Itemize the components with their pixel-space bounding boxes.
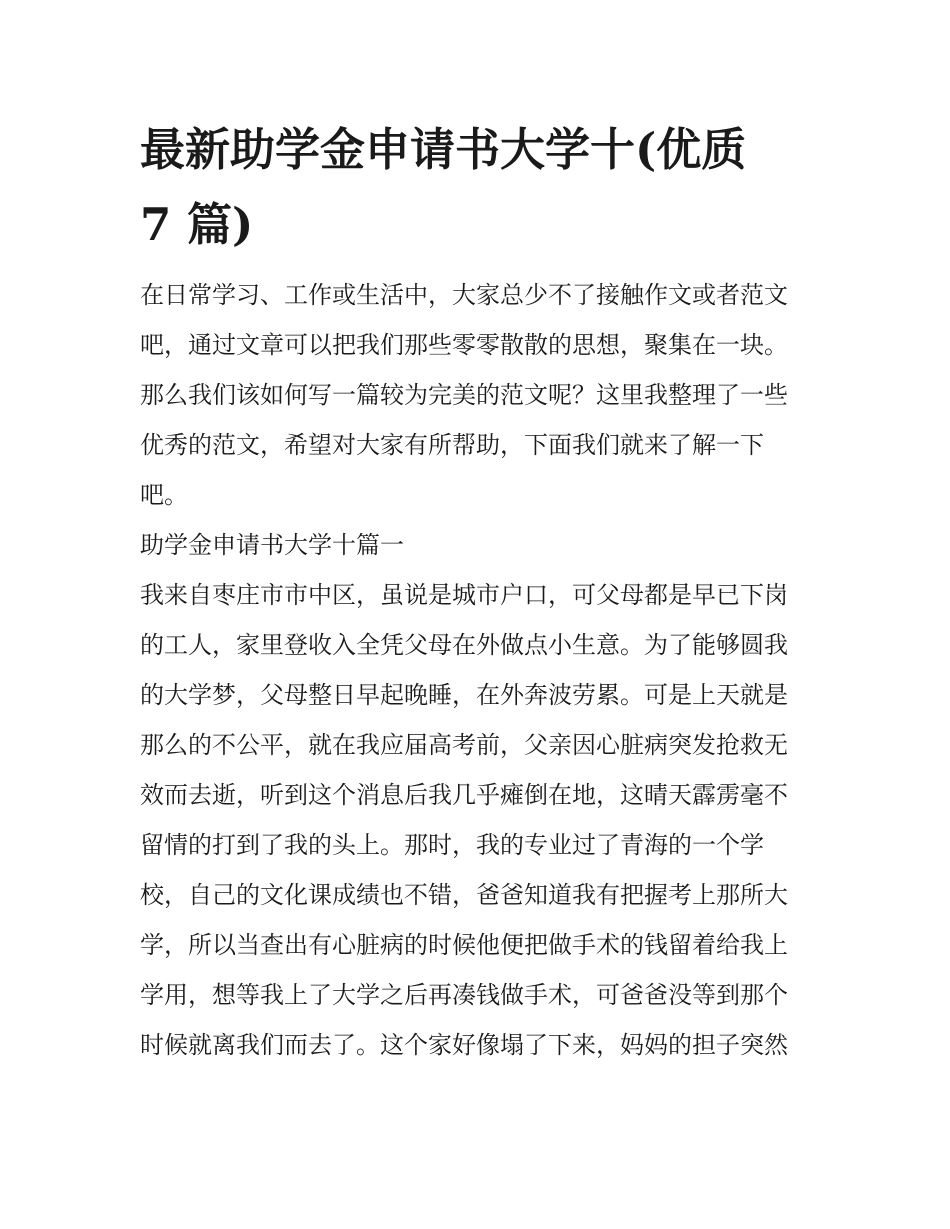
body-paragraph [140, 570, 814, 1070]
text-line: 优秀的范文，希望对大家有所帮助，下面我们就来了解一下 [140, 431, 764, 459]
text-line: 那么我们该如何写一篇较为完美的范文呢？这里我整理了一些 [140, 381, 788, 409]
text-line: 的大学梦，父母整日早起晚睡，在外奔波劳累。可是上天就是 [140, 681, 788, 709]
title-line: 最新助学金申请书大学十(优质 [140, 123, 747, 176]
text-line: 吧，通过文章可以把我们那些零零散散的思想，聚集在一块。 [140, 331, 788, 359]
section-heading: 助学金申请书大学十篇一 [140, 531, 404, 559]
text-line: 学用，想等我上了大学之后再凑钱做手术，可爸爸没等到那个 [140, 981, 788, 1009]
text-line: 留情的打到了我的头上。那时，我的专业过了青海的一个学 [140, 831, 764, 859]
text-line: 那么的不公平，就在我应届高考前，父亲因心脏病突发抢救无 [140, 731, 788, 759]
intro-paragraph [140, 270, 814, 520]
text-line: 在日常学习、工作或生活中，大家总少不了接触作文或者范文 [140, 281, 788, 309]
text-line: 吧。 [140, 481, 188, 509]
text-line: 学，所以当查出有心脏病的时候他便把做手术的钱留着给我上 [140, 931, 788, 959]
text-line: 的工人，家里登收入全凭父母在外做点小生意。为了能够圆我 [140, 631, 788, 659]
document-title [140, 112, 814, 262]
document-page [140, 112, 814, 1070]
text-line: 时候就离我们而去了。这个家好像塌了下来，妈妈的担子突然 [140, 1031, 788, 1059]
text-line: 我来自枣庄市市中区，虽说是城市户口，可父母都是早已下岗 [140, 581, 788, 609]
title-line: 7 篇) [140, 198, 254, 251]
text-line: 效而去逝，听到这个消息后我几乎瘫倒在地，这晴天霹雳毫不 [140, 781, 788, 809]
text-line: 校，自己的文化课成绩也不错，爸爸知道我有把握考上那所大 [140, 881, 788, 909]
